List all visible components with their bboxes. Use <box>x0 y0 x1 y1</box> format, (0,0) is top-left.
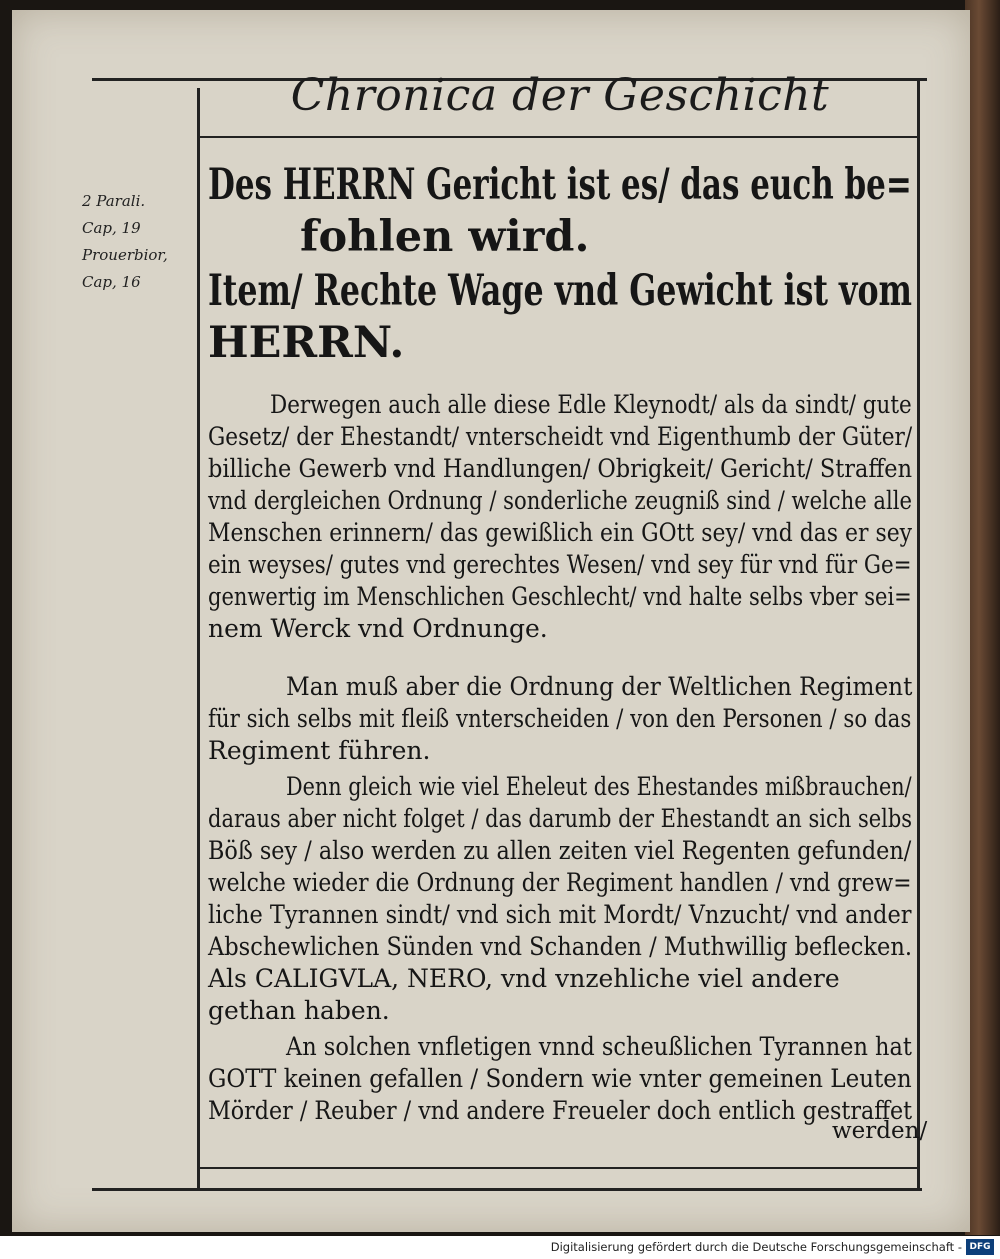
body-line: Mörder / Reuber / vnd andere Freueler doch entlich gestraffet <box>208 1096 913 1125</box>
body-line: daraus aber nicht folget / das darumb der Ehestandt an sich selbs <box>208 804 913 833</box>
body-line: gethan haben. <box>208 996 390 1025</box>
body-line: Regiment führen. <box>208 736 431 765</box>
dfg-logo: DFG <box>966 1239 994 1255</box>
body-line: ein weyses/ gutes vnd gerechtes Wesen/ vnd sey für vnd für Ge= <box>208 550 912 579</box>
footer-bar <box>0 1236 1000 1259</box>
body-line: An solchen vnfletigen vnnd scheußlichen Tyrannen hat <box>286 1032 912 1061</box>
body-line: Böß sey / also werden zu allen zeiten viel Regenten gefunden/ <box>208 836 912 865</box>
running-title: Chronica der Geschicht <box>290 70 830 121</box>
margin-note-line: Prouerbior, <box>82 246 168 264</box>
body-line: nem Werck vnd Ordnunge. <box>208 614 548 643</box>
body-line: vnd dergleichen Ordnung / sonderliche zeugniß sind / welche alle <box>208 486 912 515</box>
body-line: Als CALIGVLA, NERO, vnd vnzehliche viel andere <box>208 964 840 993</box>
body-line: Denn gleich wie viel Eheleut des Ehestandes mißbrauchen/ <box>286 772 912 801</box>
catchword: werden/ <box>832 1118 928 1144</box>
body-line: welche wieder die Ordnung der Regiment handlen / vnd grew= <box>208 868 912 897</box>
heading-line: Des HERRN Gericht ist es/ das euch be= <box>208 160 912 210</box>
body-line: Menschen erinnern/ das gewißlich ein GOtt sey/ vnd das er sey <box>208 518 913 547</box>
outer-bottom-rule <box>92 1188 922 1191</box>
body-line: Gesetz/ der Ehestandt/ vnterscheidt vnd Eigenthumb der Güter/ <box>208 422 913 451</box>
body-line: Man muß aber die Ordnung der Weltlichen Regiment <box>286 672 913 701</box>
margin-note-line: 2 Parali. <box>82 192 146 210</box>
scan-background-edge <box>965 0 1000 1235</box>
heading-line: HERRN. <box>208 318 405 368</box>
body-line: liche Tyrannen sindt/ vnd sich mit Mordt/ Vnzucht/ vnd ander <box>208 900 912 929</box>
funding-credit: Digitalisierung gefördert durch die Deutsche Forschungsgemeinschaft - <box>550 1240 962 1254</box>
margin-note-line: Cap, 16 <box>82 273 141 291</box>
heading-line: Item/ Rechte Wage vnd Gewicht ist vom <box>208 266 913 316</box>
body-line: genwertig im Menschlichen Geschlecht/ vnd halte selbs vber sei= <box>208 582 912 611</box>
right-rule <box>917 78 920 1188</box>
bottom-rule <box>198 1167 918 1169</box>
body-line: GOTT keinen gefallen / Sondern wie vnter gemeinen Leuten <box>208 1064 912 1093</box>
margin-notes <box>82 188 202 296</box>
margin-note-line: Cap, 19 <box>82 219 141 237</box>
header-rule <box>197 136 919 138</box>
body-line: Derwegen auch alle diese Edle Kleynodt/ als da sindt/ gute <box>270 390 912 419</box>
body-line: billiche Gewerb vnd Handlungen/ Obrigkeit/ Gericht/ Straffen <box>208 454 913 483</box>
body-line: für sich selbs mit fleiß vnterscheiden / von den Personen / so das <box>208 704 912 733</box>
body-line: Abschewlichen Sünden vnd Schanden / Muthwillig beflecken. <box>208 932 913 961</box>
heading-line: fohlen wird. <box>300 212 590 262</box>
